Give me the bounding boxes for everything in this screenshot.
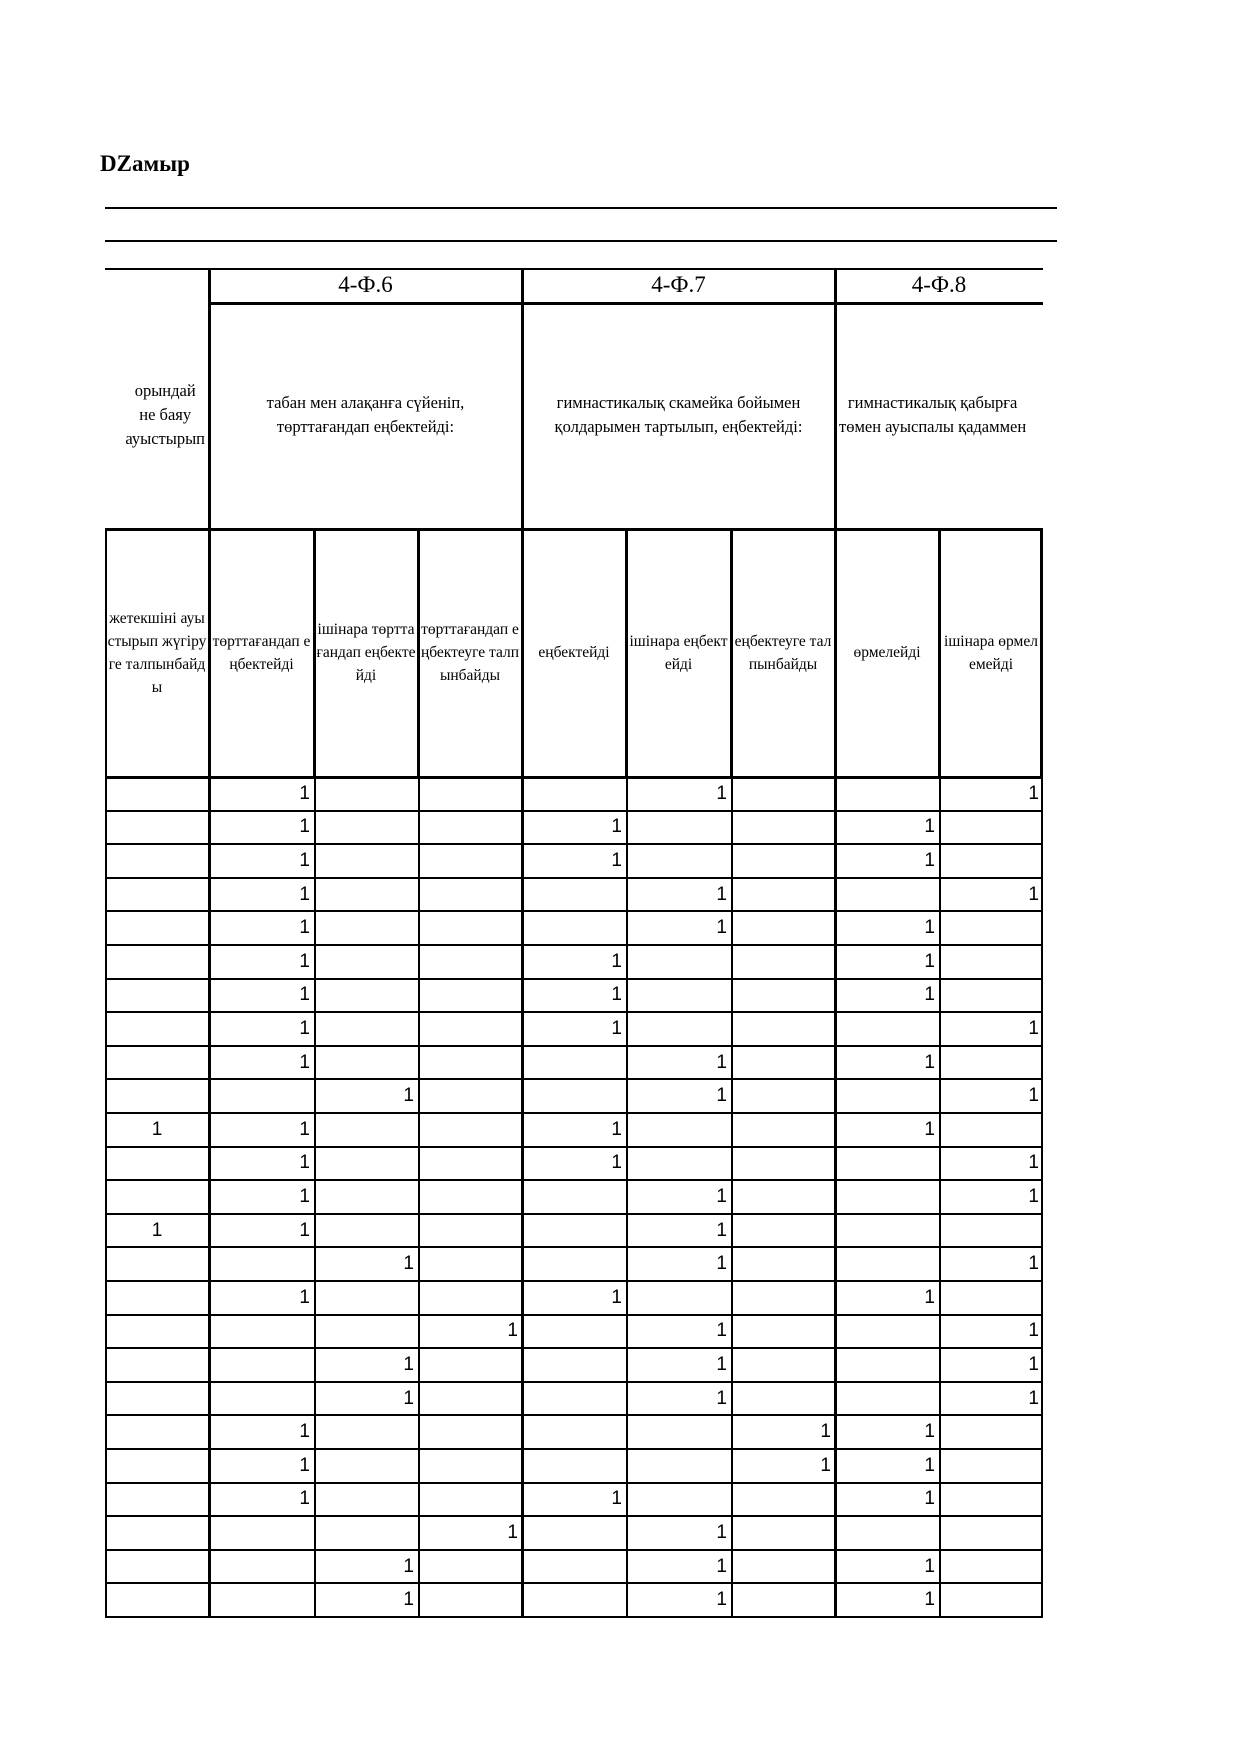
table-cell bbox=[522, 777, 626, 811]
grid-line bbox=[731, 777, 733, 1618]
table-cell bbox=[314, 1046, 418, 1080]
competency-code: 4-Ф.6 bbox=[338, 272, 393, 297]
table-cell bbox=[731, 945, 835, 979]
table-cell bbox=[418, 979, 522, 1013]
grid-line bbox=[417, 528, 420, 777]
grid-line bbox=[939, 777, 941, 1618]
grid-line bbox=[209, 302, 1043, 305]
criterion-header: төрттағандап еңбектеуге талпынбайды bbox=[420, 621, 520, 684]
table-cell bbox=[939, 1516, 1043, 1550]
table-cell bbox=[418, 1079, 522, 1113]
criterion-header: ішінара төрттағандап еңбектейді bbox=[316, 621, 416, 684]
grid-line bbox=[208, 268, 211, 1618]
competency-task: орындай не баяу ауыстырып bbox=[125, 381, 205, 448]
table-cell bbox=[418, 1147, 522, 1181]
table-cell bbox=[939, 911, 1043, 945]
table-cell: 1 bbox=[924, 917, 935, 939]
grid-line bbox=[105, 910, 1043, 912]
grid-line bbox=[105, 1146, 1043, 1148]
table-cell bbox=[105, 1180, 209, 1214]
table-cell: 1 bbox=[299, 849, 310, 871]
table-cell bbox=[939, 1214, 1043, 1248]
table-cell: 1 bbox=[924, 1118, 935, 1140]
grid-line bbox=[105, 1179, 1043, 1181]
table-cell: 1 bbox=[924, 950, 935, 972]
table-cell bbox=[731, 844, 835, 878]
table-cell bbox=[522, 1415, 626, 1449]
table-cell: 1 bbox=[716, 1589, 727, 1611]
table-cell bbox=[314, 1516, 418, 1550]
table-cell bbox=[835, 1079, 939, 1113]
table-cell bbox=[314, 777, 418, 811]
table-cell: 1 bbox=[716, 1085, 727, 1107]
table-cell: 1 bbox=[299, 950, 310, 972]
table-cell: 1 bbox=[924, 1421, 935, 1443]
table-cell bbox=[314, 1415, 418, 1449]
table-cell bbox=[731, 1079, 835, 1113]
table-cell bbox=[209, 1550, 314, 1584]
grid-line bbox=[105, 843, 1043, 845]
competency-code bbox=[105, 268, 209, 302]
table-cell bbox=[105, 1079, 209, 1113]
table-cell: 1 bbox=[299, 782, 310, 804]
table-cell: 1 bbox=[924, 1454, 935, 1476]
table-cell: 1 bbox=[299, 917, 310, 939]
table-cell: 1 bbox=[403, 1555, 414, 1577]
table-cell bbox=[835, 1247, 939, 1281]
table-cell bbox=[626, 1449, 731, 1483]
table-cell bbox=[418, 1550, 522, 1584]
table-cell bbox=[105, 979, 209, 1013]
table-cell: 1 bbox=[716, 1555, 727, 1577]
table-cell: 1 bbox=[611, 1152, 622, 1174]
table-cell: 1 bbox=[1028, 883, 1039, 905]
table-cell bbox=[418, 1012, 522, 1046]
table-cell bbox=[731, 1583, 835, 1617]
table-cell bbox=[314, 844, 418, 878]
table-cell bbox=[626, 844, 731, 878]
table-cell: 1 bbox=[1028, 1152, 1039, 1174]
table-cell bbox=[314, 1483, 418, 1517]
table-cell bbox=[522, 1516, 626, 1550]
table-cell: 1 bbox=[611, 1017, 622, 1039]
table-cell bbox=[105, 777, 209, 811]
table-cell bbox=[105, 1315, 209, 1349]
grid-line bbox=[418, 777, 420, 1618]
table-cell bbox=[418, 1281, 522, 1315]
table-cell bbox=[731, 979, 835, 1013]
table-cell bbox=[105, 1247, 209, 1281]
table-cell bbox=[835, 1214, 939, 1248]
table-cell: 1 bbox=[1028, 1253, 1039, 1275]
table-cell bbox=[418, 1483, 522, 1517]
table-cell bbox=[314, 911, 418, 945]
table-cell bbox=[835, 777, 939, 811]
table-cell bbox=[522, 1382, 626, 1416]
competency-task: гимнастикалық қабырға төмен ауыспалы қадаммен bbox=[839, 393, 1027, 436]
table-cell bbox=[314, 878, 418, 912]
grid-line bbox=[105, 528, 107, 1618]
table-cell bbox=[418, 1046, 522, 1080]
grid-line bbox=[105, 268, 1043, 270]
table-cell bbox=[835, 1012, 939, 1046]
grid-line bbox=[105, 1347, 1043, 1349]
table-cell bbox=[835, 1516, 939, 1550]
table-cell bbox=[835, 1348, 939, 1382]
grid-line bbox=[105, 1549, 1043, 1551]
table-cell: 1 bbox=[299, 1118, 310, 1140]
table-cell bbox=[105, 1550, 209, 1584]
table-cell bbox=[418, 878, 522, 912]
table-cell bbox=[209, 1516, 314, 1550]
table-cell bbox=[731, 811, 835, 845]
table-cell: 1 bbox=[299, 1286, 310, 1308]
table-cell bbox=[835, 1382, 939, 1416]
table-cell: 1 bbox=[924, 1589, 935, 1611]
table-cell: 1 bbox=[716, 883, 727, 905]
grid-line bbox=[626, 777, 628, 1618]
table-cell: 1 bbox=[299, 1488, 310, 1510]
table-cell bbox=[314, 979, 418, 1013]
table-cell bbox=[105, 1147, 209, 1181]
table-cell bbox=[418, 1415, 522, 1449]
grid-line bbox=[105, 978, 1043, 980]
table-cell: 1 bbox=[716, 1185, 727, 1207]
table-cell bbox=[939, 844, 1043, 878]
table-cell bbox=[314, 1315, 418, 1349]
table-cell bbox=[105, 811, 209, 845]
table-cell bbox=[939, 1583, 1043, 1617]
table-cell bbox=[418, 1348, 522, 1382]
table-cell bbox=[314, 1012, 418, 1046]
table-cell: 1 bbox=[716, 1353, 727, 1375]
table-cell bbox=[939, 1483, 1043, 1517]
table-cell bbox=[731, 777, 835, 811]
table-cell bbox=[731, 1147, 835, 1181]
table-cell bbox=[314, 1214, 418, 1248]
table-cell bbox=[522, 1247, 626, 1281]
table-cell: 1 bbox=[611, 950, 622, 972]
table-cell bbox=[522, 878, 626, 912]
table-cell bbox=[105, 1012, 209, 1046]
table-cell: 1 bbox=[716, 1253, 727, 1275]
table-cell bbox=[731, 1483, 835, 1517]
table-cell: 1 bbox=[924, 1488, 935, 1510]
table-cell: 1 bbox=[299, 1017, 310, 1039]
table-cell bbox=[314, 811, 418, 845]
table-cell: 1 bbox=[299, 1152, 310, 1174]
criterion-header: еңбектеуге талпынбайды bbox=[734, 632, 832, 673]
table-cell bbox=[522, 1550, 626, 1584]
table-cell bbox=[105, 1281, 209, 1315]
table-cell bbox=[731, 1247, 835, 1281]
table-cell bbox=[731, 1516, 835, 1550]
table-cell bbox=[418, 911, 522, 945]
grid-line bbox=[105, 1582, 1043, 1584]
table-cell bbox=[939, 1449, 1043, 1483]
table-cell bbox=[731, 1214, 835, 1248]
grid-line bbox=[105, 944, 1043, 946]
table-cell: 1 bbox=[403, 1353, 414, 1375]
table-cell bbox=[418, 811, 522, 845]
table-cell bbox=[939, 811, 1043, 845]
table-cell: 1 bbox=[403, 1253, 414, 1275]
table-cell: 1 bbox=[611, 816, 622, 838]
table-cell bbox=[626, 1113, 731, 1147]
table-cell bbox=[105, 1449, 209, 1483]
table-cell bbox=[522, 1348, 626, 1382]
competency-code: 4-Ф.7 bbox=[651, 272, 706, 297]
table-cell: 1 bbox=[716, 1387, 727, 1409]
competency-code: 4-Ф.8 bbox=[911, 272, 967, 297]
table-cell bbox=[731, 1113, 835, 1147]
table-cell bbox=[314, 945, 418, 979]
table-cell bbox=[314, 1180, 418, 1214]
table-cell bbox=[418, 777, 522, 811]
table-cell bbox=[418, 1247, 522, 1281]
table-cell: 1 bbox=[299, 883, 310, 905]
table-cell bbox=[835, 1180, 939, 1214]
grid-line bbox=[105, 1616, 1043, 1618]
grid-line bbox=[105, 1112, 1043, 1114]
table-cell bbox=[105, 878, 209, 912]
grid-line bbox=[105, 1078, 1043, 1080]
table-cell: 1 bbox=[299, 1051, 310, 1073]
table-cell: 1 bbox=[151, 1219, 163, 1241]
table-cell: 1 bbox=[716, 1051, 727, 1073]
criterion-header: өрмелейді bbox=[853, 644, 921, 661]
table-cell: 1 bbox=[299, 1454, 310, 1476]
table-cell bbox=[731, 1281, 835, 1315]
table-cell bbox=[418, 1180, 522, 1214]
table-cell bbox=[626, 1147, 731, 1181]
grid-line bbox=[105, 1213, 1043, 1215]
table-cell: 1 bbox=[403, 1589, 414, 1611]
table-cell bbox=[939, 1550, 1043, 1584]
table-cell: 1 bbox=[1028, 1085, 1039, 1107]
table-cell: 1 bbox=[924, 1555, 935, 1577]
table-cell bbox=[626, 1281, 731, 1315]
table-cell bbox=[522, 1046, 626, 1080]
table-cell bbox=[418, 945, 522, 979]
grid-line bbox=[105, 1448, 1043, 1450]
table-cell bbox=[626, 1483, 731, 1517]
table-cell bbox=[418, 1214, 522, 1248]
table-cell: 1 bbox=[716, 782, 727, 804]
table-cell bbox=[105, 1415, 209, 1449]
table-cell bbox=[209, 1247, 314, 1281]
grid-line bbox=[730, 528, 733, 777]
table-cell bbox=[522, 1180, 626, 1214]
criterion-header: еңбектейді bbox=[538, 644, 610, 661]
table-cell: 1 bbox=[1028, 1353, 1039, 1375]
table-cell: 1 bbox=[611, 984, 622, 1006]
table-cell bbox=[418, 1382, 522, 1416]
table-cell bbox=[418, 1449, 522, 1483]
table-cell bbox=[522, 1449, 626, 1483]
table-cell bbox=[105, 1483, 209, 1517]
grid-line bbox=[313, 528, 316, 777]
competency-task: гимнастикалық скамейка бойымен қолдарымен тартылып, еңбектейді: bbox=[554, 393, 803, 436]
table-cell: 1 bbox=[299, 1185, 310, 1207]
grid-line bbox=[105, 810, 1043, 812]
table-cell: 1 bbox=[611, 1488, 622, 1510]
table-cell bbox=[626, 811, 731, 845]
table-cell bbox=[314, 1281, 418, 1315]
grid-line bbox=[105, 1515, 1043, 1517]
table-cell bbox=[209, 1382, 314, 1416]
grid-line bbox=[105, 1314, 1043, 1316]
page-title: Ǳамыр bbox=[100, 151, 190, 176]
grid-line bbox=[105, 776, 1043, 779]
table-cell bbox=[939, 1113, 1043, 1147]
table-cell bbox=[939, 979, 1043, 1013]
table-cell bbox=[835, 1315, 939, 1349]
table-cell: 1 bbox=[507, 1521, 518, 1543]
table-cell: 1 bbox=[820, 1421, 831, 1443]
table-cell bbox=[731, 1180, 835, 1214]
table-cell: 1 bbox=[924, 1286, 935, 1308]
table-cell bbox=[314, 1147, 418, 1181]
table-cell: 1 bbox=[1028, 1017, 1039, 1039]
criterion-header: ішінара еңбектейді bbox=[629, 632, 728, 673]
grid-line bbox=[105, 1414, 1043, 1416]
grid-line bbox=[105, 528, 1043, 531]
criterion-header: ішінара өрмелемейді bbox=[944, 632, 1038, 673]
table-cell bbox=[522, 1079, 626, 1113]
table-cell bbox=[105, 911, 209, 945]
grid-line bbox=[1040, 528, 1043, 777]
table-cell bbox=[522, 911, 626, 945]
table-cell: 1 bbox=[299, 816, 310, 838]
table-cell: 1 bbox=[151, 1118, 163, 1140]
table-cell bbox=[626, 945, 731, 979]
table-cell: 1 bbox=[611, 1286, 622, 1308]
grid-line bbox=[625, 528, 628, 777]
grid-line bbox=[105, 1011, 1043, 1013]
grid-line bbox=[105, 1381, 1043, 1383]
competency-task: табан мен алақанға сүйеніп, төрттағандап еңбектейді: bbox=[266, 393, 465, 436]
table-cell bbox=[209, 1348, 314, 1382]
table-cell bbox=[939, 1281, 1043, 1315]
table-cell: 1 bbox=[1028, 1320, 1039, 1342]
table-cell: 1 bbox=[716, 1219, 727, 1241]
table-cell bbox=[209, 1583, 314, 1617]
table-cell bbox=[105, 1348, 209, 1382]
criterion-header: жетекшіні ауыстырып жүгіруге талпынбайды bbox=[107, 609, 207, 696]
table-cell: 1 bbox=[924, 816, 935, 838]
table-cell bbox=[731, 1046, 835, 1080]
table-cell bbox=[731, 1315, 835, 1349]
table-cell: 1 bbox=[507, 1320, 518, 1342]
table-cell bbox=[209, 1079, 314, 1113]
grid-line bbox=[105, 877, 1043, 879]
table-cell bbox=[105, 1516, 209, 1550]
table-cell: 1 bbox=[1028, 1387, 1039, 1409]
grid-line bbox=[938, 528, 941, 777]
grid-line bbox=[105, 1045, 1043, 1047]
grid-line bbox=[105, 1482, 1043, 1484]
table-cell bbox=[105, 945, 209, 979]
table-cell bbox=[522, 1583, 626, 1617]
grid-line bbox=[105, 1246, 1043, 1248]
table-cell bbox=[105, 1583, 209, 1617]
table-cell bbox=[731, 878, 835, 912]
grid-line bbox=[314, 777, 316, 1618]
table-cell bbox=[626, 1012, 731, 1046]
grid-line bbox=[521, 268, 524, 1618]
grid-line bbox=[1041, 777, 1043, 1618]
table-cell bbox=[209, 1315, 314, 1349]
table-cell bbox=[731, 1012, 835, 1046]
grid-line bbox=[834, 268, 837, 1618]
table-cell: 1 bbox=[1028, 782, 1039, 804]
table-cell: 1 bbox=[924, 1051, 935, 1073]
table-cell bbox=[418, 1583, 522, 1617]
table-cell bbox=[835, 878, 939, 912]
grid-line bbox=[105, 1280, 1043, 1282]
table-cell bbox=[418, 844, 522, 878]
table-cell: 1 bbox=[403, 1387, 414, 1409]
table-cell bbox=[314, 1449, 418, 1483]
table-cell bbox=[939, 1046, 1043, 1080]
table-cell: 1 bbox=[716, 1320, 727, 1342]
table-cell: 1 bbox=[820, 1454, 831, 1476]
table-cell bbox=[939, 945, 1043, 979]
table-cell bbox=[939, 1415, 1043, 1449]
table-cell: 1 bbox=[403, 1085, 414, 1107]
table-cell bbox=[835, 1147, 939, 1181]
table-cell bbox=[731, 1550, 835, 1584]
table-cell bbox=[105, 844, 209, 878]
table-cell: 1 bbox=[299, 1219, 310, 1241]
table-cell bbox=[314, 1113, 418, 1147]
table-cell bbox=[626, 979, 731, 1013]
table-cell: 1 bbox=[299, 984, 310, 1006]
table-cell bbox=[105, 1382, 209, 1416]
table-cell: 1 bbox=[924, 984, 935, 1006]
table-cell bbox=[418, 1113, 522, 1147]
criterion-header: төрттағандап еңбектейді bbox=[212, 632, 311, 673]
table-cell: 1 bbox=[611, 849, 622, 871]
table-cell bbox=[731, 1382, 835, 1416]
table-cell bbox=[731, 911, 835, 945]
table-cell bbox=[626, 1415, 731, 1449]
table-cell bbox=[731, 1348, 835, 1382]
table-cell: 1 bbox=[299, 1421, 310, 1443]
table-cell: 1 bbox=[1028, 1185, 1039, 1207]
table-cell: 1 bbox=[716, 917, 727, 939]
table-cell: 1 bbox=[924, 849, 935, 871]
table-cell bbox=[522, 1214, 626, 1248]
table-cell bbox=[105, 1046, 209, 1080]
table-cell: 1 bbox=[716, 1521, 727, 1543]
table-cell: 1 bbox=[611, 1118, 622, 1140]
table-cell bbox=[522, 1315, 626, 1349]
